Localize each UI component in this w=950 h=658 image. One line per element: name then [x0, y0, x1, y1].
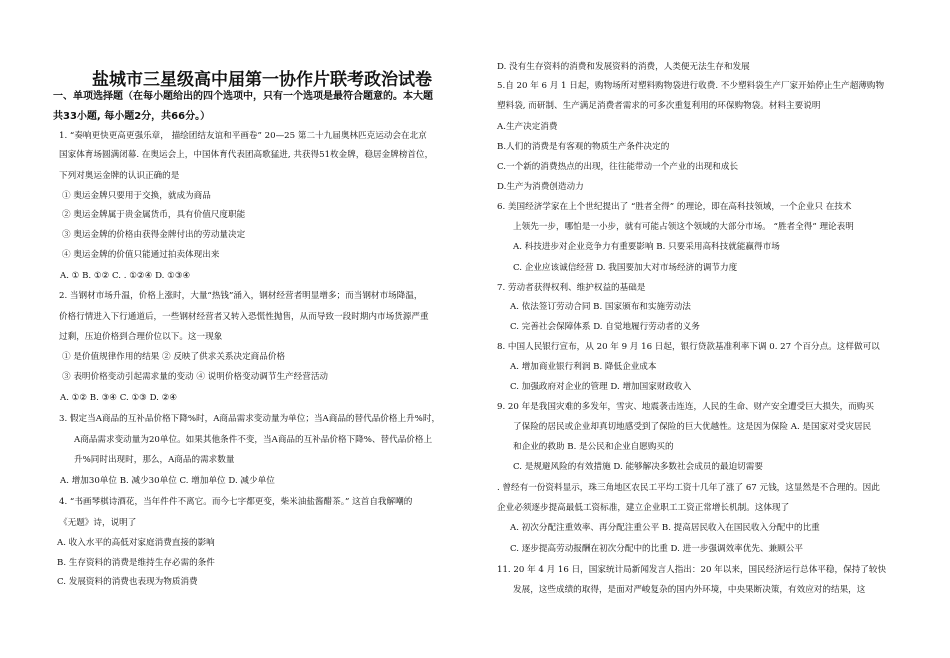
right-text-line: C. 是规避风险的有效措施 D. 能够解决多数社会成员的最迫切需要 — [513, 462, 763, 472]
right-text-line: 和企业的救助 B. 是公民和企业自愿购买的 — [513, 442, 674, 452]
left-text-line: 2. 当钢材市场升温，价格上涨时，大量“热钱”涌入，钢材经营者明显增多；而当钢材市场降温， — [59, 291, 423, 301]
left-text-line: A. 收入水平的高低对家庭消费直接的影响 — [57, 538, 215, 548]
right-text-line: 6. 美国经济学家在上个世纪提出了 “胜者全得” 的理论，即在高科技领域，一个企业只 在技术 — [497, 202, 852, 212]
right-text-line: C. 企业应该诚信经营 D. 我国要加大对市场经济的调节力度 — [513, 263, 738, 273]
left-text-line: A. ① B. ①② C. . ①②④ D. ①③④ — [60, 271, 191, 281]
right-text-line: 发展，这些成绩的取得，是面对严峻复杂的国内外环境，中央果断决策，有效应对的结果，这 — [513, 585, 866, 595]
left-text-line: ④ 奥运金牌的价值只能通过拍卖体现出来 — [62, 250, 220, 260]
right-text-line: 塑料袋, 而研制、生产满足消费者需求的可多次重复利用的环保购物袋。材料主要说明 — [497, 101, 821, 111]
left-text-line: ① 奥运金牌只要用于交换，就成为商品 — [62, 191, 211, 201]
left-text-line: 下列对奥运金牌的认识正确的是 — [59, 171, 180, 181]
left-text-line: B. 生存资料的消费是维持生存必需的条件 — [57, 558, 215, 568]
left-text-line: 升%同时出现时，那么，A商品的需求数量 — [74, 455, 235, 465]
right-text-line: D.生产为消费创造动力 — [497, 182, 584, 192]
right-text-line: A. 科技进步对企业竞争力有重要影响 B. 只要采用高科技就能赢得市场 — [513, 242, 780, 252]
right-text-line: C. 加强政府对企业的管理 D. 增加国家财政收入 — [510, 382, 692, 392]
left-text-line: ③ 奥运金牌的价格由获得金牌付出的劳动量决定 — [62, 230, 246, 240]
right-text-line: 11. 20 年 4 月 16 日，国家统计局新闻发言人指出：20 年以来，国民经济运行总体平稳，保持了较快 — [497, 565, 887, 575]
section-heading-cont: 共33小题, 每小题2分，共66分。） — [53, 111, 211, 122]
left-text-line: ② 奥运金牌属于贵金属货币，具有价值尺度职能 — [62, 210, 246, 220]
left-text-line: 4. “书画琴棋诗酒花，当年件件不离它。而今七字都更变，柴米油盐酱醋茶。” 这首自我解嘲的 — [59, 497, 413, 507]
left-text-line: A商品需求变动量为20单位。如果其他条件不变，当A商品的互补品价格下降%、替代品价格上 — [74, 435, 433, 445]
left-text-line: 价格行情进入下行通道后，一些钢材经营者又转入恐慌性抛售，从而导致一段时期内市场货源严重 — [59, 312, 429, 322]
right-text-line: C. 完善社会保障体系 D. 自觉地履行劳动者的义务 — [510, 322, 700, 332]
right-text-line: 5.自 20 年 6 月 1 日起，购物场所对塑料购物袋进行收费. 不少塑料袋生产厂家开始停止生产超薄购物 — [497, 81, 885, 91]
left-text-line: 《无题》诗，说明了 — [59, 518, 137, 528]
left-text-line: A. 增加30单位 B. 减少30单位 C. 增加单位 D. 减少单位 — [60, 476, 275, 486]
right-text-line: B.人们的消费是有客观的物质生产条件决定的 — [497, 142, 670, 152]
right-text-line: A. 增加商业银行利润 B. 降低企业成本 — [510, 362, 657, 372]
left-text-line: C. 发展资料的消费也表现为物质消费 — [57, 577, 198, 587]
left-text-line: ① 是价值规律作用的结果 ② 反映了供求关系决定商品价格 — [62, 352, 286, 362]
left-text-line: ③ 表明价格变动引起需求量的变动 ④ 说明价格变动调节生产经营活动 — [62, 372, 329, 382]
left-text-line: 过剩，压迫价格到合理价位以下。这一现象 — [59, 332, 223, 342]
right-text-line: A.生产决定消费 — [497, 122, 558, 132]
page-title: 盐城市三星级高中届第一协作片联考政治试卷 — [92, 70, 432, 90]
right-text-line: 9. 20 年是我国灾难的多发年，雪灾、地震袭击连连，人民的生命、财产安全遭受巨大损失，而购买 — [497, 402, 874, 412]
right-text-line: 上领先一步，哪怕是一小步，就有可能占领这个领域的大部分市场。 “胜者全得” 理论表明 — [513, 222, 854, 232]
right-text-line: A. 初次分配注重效率、再分配注重公平 B. 提高居民收入在国民收入分配中的比重 — [510, 523, 820, 533]
right-text-line: A. 依法签订劳动合同 B. 国家颁布和实施劳动法 — [510, 302, 691, 312]
section-heading: 一、单项选择题（在每小题给出的四个选项中，只有一个选项是最符合题意的。本大题 — [53, 91, 433, 102]
left-text-line: 3. 假定当A商品的互补品价格下降%时，A商品需求变动量为单位；当A商品的替代品价格上升%时， — [59, 414, 441, 424]
right-text-line: 企业必须逐步提高最低工资标准，建立企业职工工资正常增长机制。这体现了 — [497, 503, 790, 513]
right-text-line: D. 没有生存资料的消费和发展资料的消费，人类便无法生存和发展 — [497, 62, 750, 72]
left-text-line: 国家体育场圆满闭幕. 在奥运会上，中国体育代表团高歌猛进, 共获得51枚金牌，稳居金牌榜首位， — [59, 150, 434, 160]
right-text-line: 8. 中国人民银行宣布，从 20 年 9 月 16 日起，银行贷款基准利率下调 0. 27 个百分点。这样做可以 — [497, 342, 880, 352]
right-text-line: 7. 劳动者获得权利、维护权益的基础是 — [497, 283, 646, 293]
right-text-line: C.一个新的消费热点的出现，往往能带动一个产业的出现和成长 — [497, 162, 739, 172]
right-text-line: . 曾经有一份资料显示，珠三角地区农民工平均工资十几年了涨了 67 元钱，这显然是不合理的。因此 — [497, 483, 880, 493]
right-text-line: C. 逐步提高劳动报酬在初次分配中的比重 D. 进一步强调效率优先、兼顾公平 — [510, 544, 803, 554]
right-text-line: 了保险的居民或企业却真切地感受到了保险的巨大优越性。这是因为保险 A. 是国家对受灾居民 — [513, 422, 872, 432]
left-text-line: A. ①② B. ③④ C. ①③ D. ②④ — [60, 393, 178, 403]
left-text-line: 1. “奏响更快更高更强乐章， 描绘团结友谊和平画卷” 20—25 第二十九届奥林匹克运动会在北京 — [59, 131, 427, 141]
